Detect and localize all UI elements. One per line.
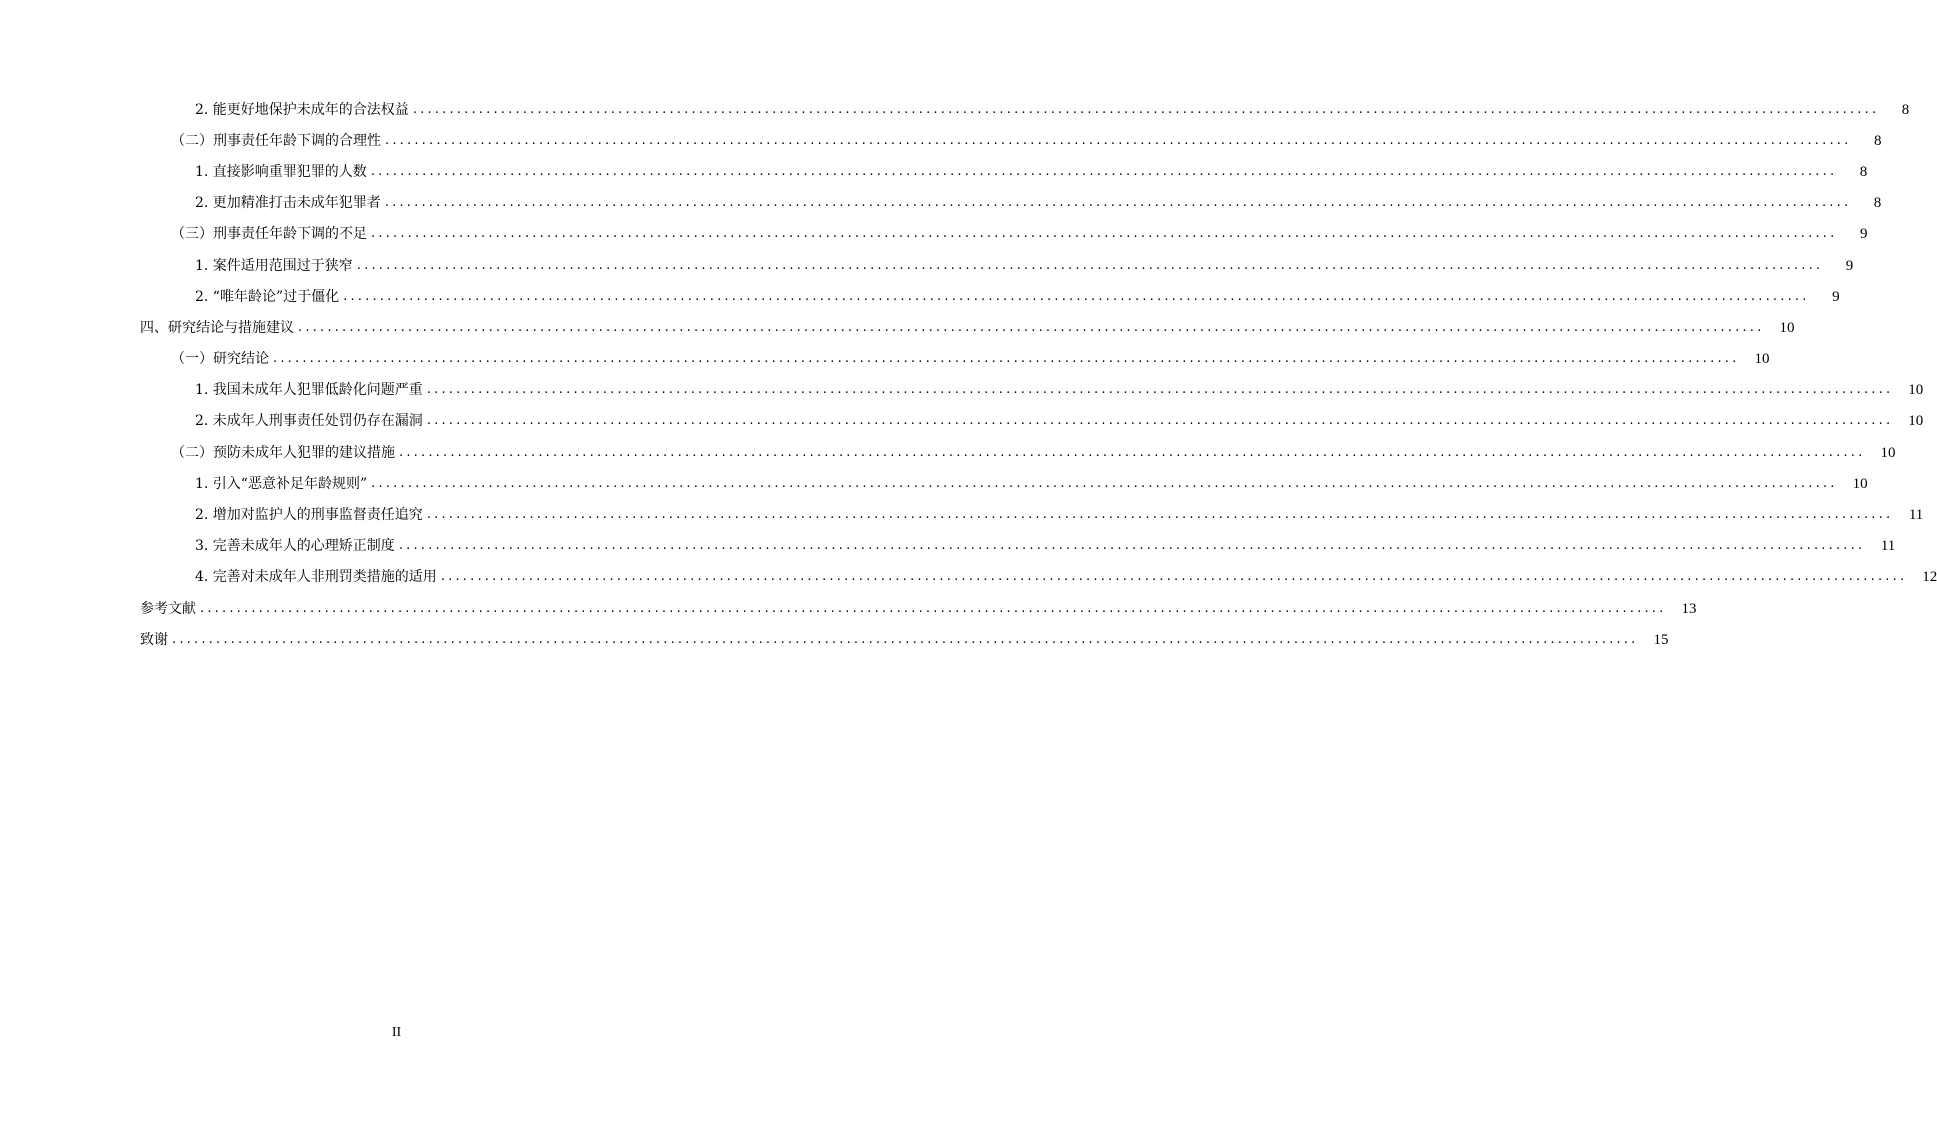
toc-entry-page: 8 [1873,132,1882,149]
toc-entry[interactable] [0,562,1937,593]
toc-leader-dots: ........................................................................................................................................................................................................ [298,319,1765,335]
toc-entry-page: 10 [1852,475,1868,492]
toc-entry[interactable] [0,406,1924,437]
toc-entry-title: 1. 我国未成年人犯罪低龄化问题严重 [195,380,427,400]
toc-entry-page: 11 [1880,538,1896,555]
toc-entry[interactable] [0,624,1669,655]
toc-leader-dots: ........................................................................................................................................................................................................ [440,569,1908,585]
toc-entry[interactable] [0,281,1840,312]
toc-entry[interactable] [0,375,1924,406]
toc-leader-dots: ........................................................................................................................................................................................................ [426,507,1894,523]
toc-entry-page: 12 [1922,569,1937,586]
toc-leader-dots: ........................................................................................................................................................................................................ [371,226,1838,242]
toc-entry-title: 2. 更加精准打击未成年犯罪者 [195,193,385,213]
toc-entry-page: 10 [1908,413,1924,430]
toc-leader-dots: ........................................................................................................................................................................................................ [343,288,1810,304]
toc-entry-page: 13 [1681,600,1697,617]
toc-leader-dots: ........................................................................................................................................................................................................ [426,413,1894,429]
toc-leader-dots: ........................................................................................................................................................................................................ [273,351,1740,367]
toc-entry-title: 2. “唯年龄论”过于僵化 [195,287,343,307]
toc-leader-dots: ........................................................................................................................................................................................................ [398,538,1866,554]
toc-entry[interactable] [0,344,1770,375]
toc-entry[interactable] [0,468,1868,499]
toc-leader-dots: ........................................................................................................................................................................................................ [371,475,1838,491]
toc-entry[interactable] [0,593,1697,624]
toc-entry-page: 10 [1779,319,1795,336]
toc-entry-title: 2. 能更好地保护未成年的合法权益 [195,100,413,120]
toc-entry[interactable] [0,312,1795,343]
toc-entry[interactable] [0,531,1896,562]
toc-leader-dots: ........................................................................................................................................................................................................ [172,631,1639,647]
toc-entry[interactable] [0,94,1910,125]
toc-entry-title: 致谢 [140,630,172,650]
toc-entry[interactable] [0,125,1882,156]
toc-entry[interactable] [0,219,1868,250]
toc-entry-page: 9 [1859,226,1868,243]
toc-leader-dots: ........................................................................................................................................................................................................ [426,382,1894,398]
toc-entry-title: 参考文献 [140,599,200,619]
page-number: II [391,1025,402,1040]
toc-entry-page: 8 [1859,163,1868,180]
toc-entry-title: 1. 引入“恶意补足年龄规则” [195,474,371,494]
toc-entry-title: （一）研究结论 [171,349,273,369]
toc-entry-title: （二）预防未成年人犯罪的建议措施 [171,443,399,463]
toc-entry-title: 四、研究结论与措施建议 [140,318,298,338]
toc-entry-title: 4. 完善对未成年人非刑罚类措施的适用 [195,567,441,587]
toc-entry-title: 1. 直接影响重罪犯罪的人数 [195,162,371,182]
toc-entry-page: 15 [1653,631,1669,648]
toc-leader-dots: ........................................................................................................................................................................................................ [200,600,1667,616]
toc-entry-page: 8 [1873,195,1882,212]
toc-entry[interactable] [0,188,1882,219]
toc-entry-title: 2. 未成年人刑事责任处罚仍存在漏洞 [195,411,427,431]
toc-entry[interactable] [0,499,1924,530]
toc-entry[interactable] [0,437,1896,468]
toc-entry-title: 3. 完善未成年人的心理矫正制度 [195,536,399,556]
toc-leader-dots: ........................................................................................................................................................................................................ [370,163,1838,179]
toc-leader-dots: ........................................................................................................................................................................................................ [384,195,1852,211]
toc-entry-title: 1. 案件适用范围过于狭窄 [195,256,357,276]
toc-entry-page: 8 [1901,101,1910,118]
toc-leader-dots: ........................................................................................................................................................................................................ [412,101,1880,117]
toc-entry-page: 11 [1908,507,1924,524]
toc-entry-page: 9 [1832,288,1840,305]
toc-entry-title: 2. 增加对监护人的刑事监督责任追究 [195,505,427,525]
toc-leader-dots: ........................................................................................................................................................................................................ [399,444,1866,460]
toc-entry-page: 10 [1880,444,1896,461]
table-of-contents [0,94,1937,655]
toc-entry[interactable] [0,156,1868,187]
toc-entry-title: （二）刑事责任年龄下调的合理性 [171,131,385,151]
toc-leader-dots: ........................................................................................................................................................................................................ [356,257,1824,273]
toc-entry[interactable] [0,250,1854,281]
toc-leader-dots: ........................................................................................................................................................................................................ [385,132,1852,148]
toc-entry-page: 9 [1845,257,1854,274]
toc-entry-title: （三）刑事责任年龄下调的不足 [171,224,371,244]
toc-entry-page: 10 [1908,382,1924,399]
toc-entry-page: 10 [1754,351,1770,368]
